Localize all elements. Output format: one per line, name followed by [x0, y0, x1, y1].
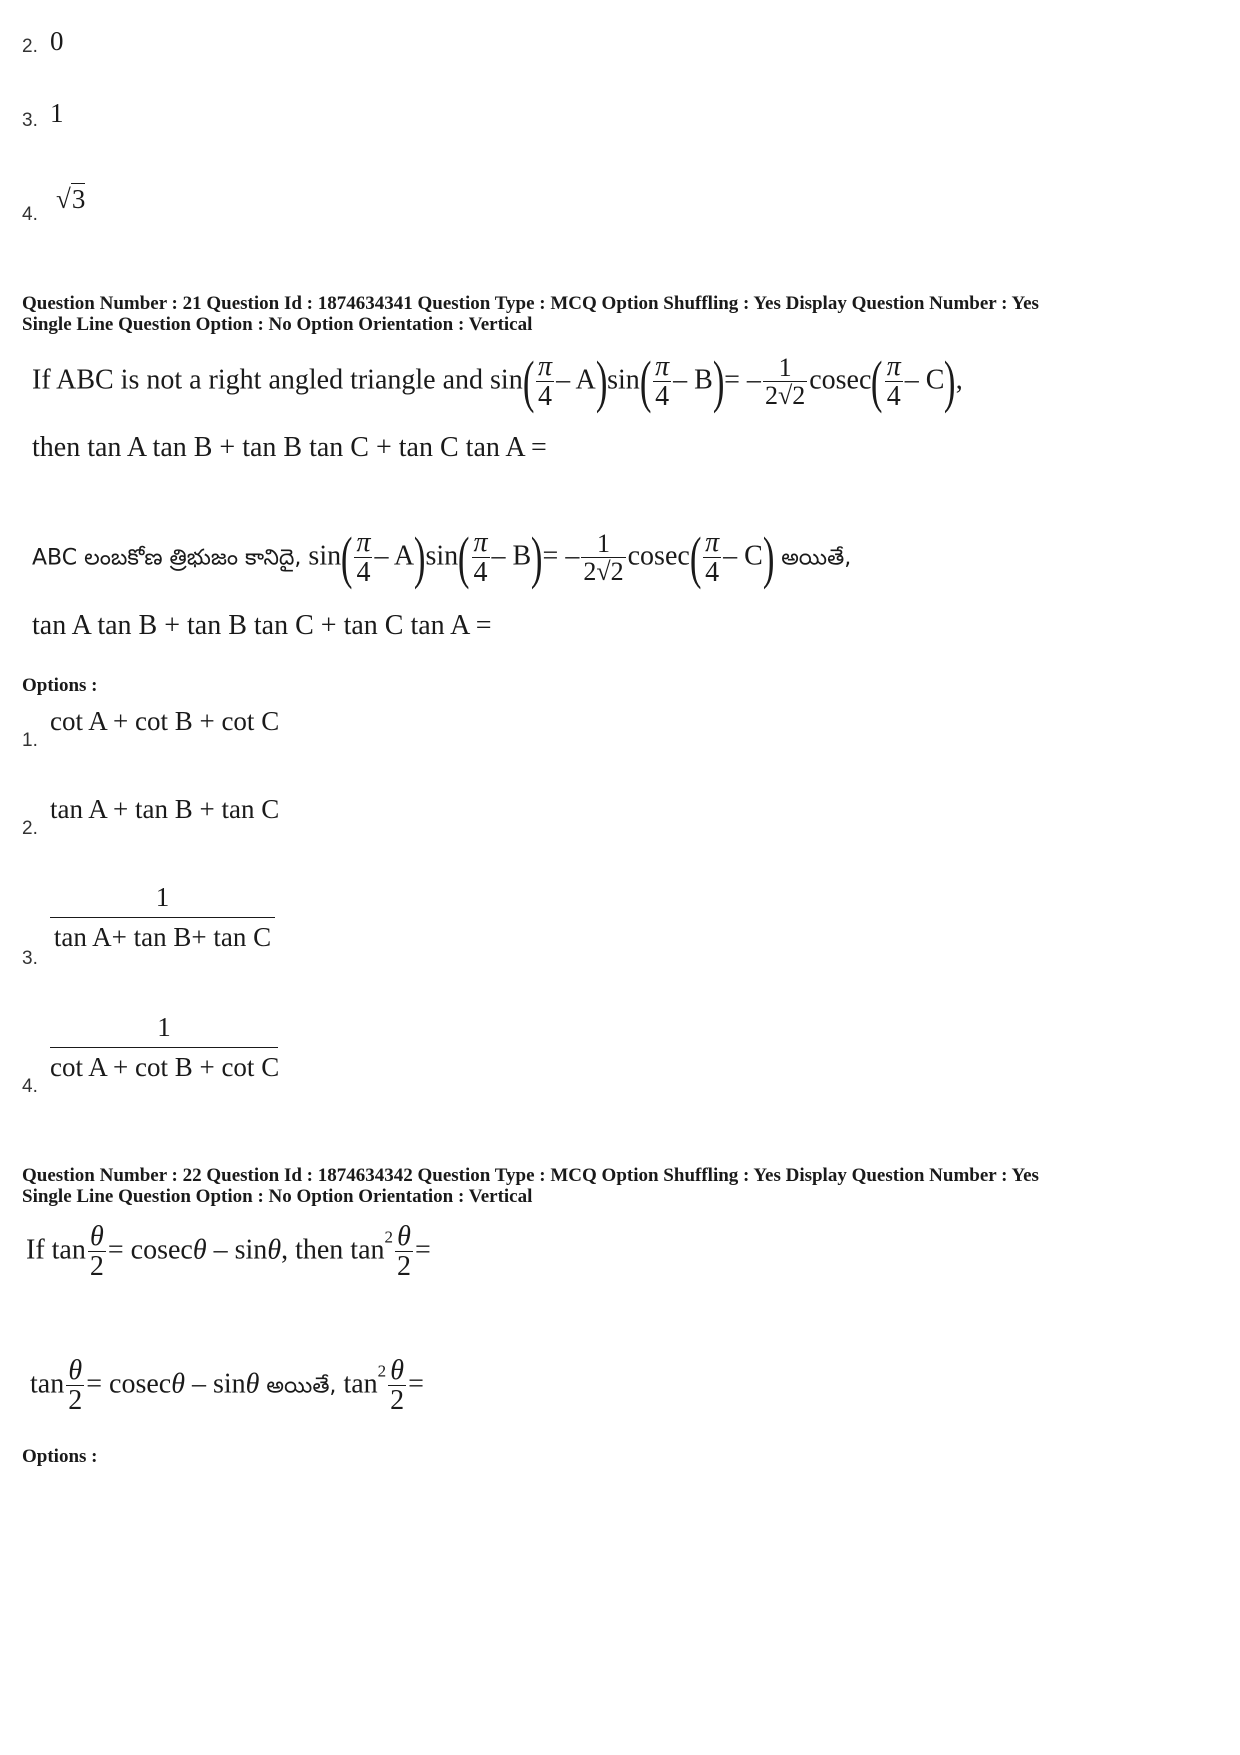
question-text-te: tan $\frac{\theta}{2}$ = cosecθ – sinθ అయితే, $\tan^2$ $\frac{\theta}{2}$ = — [30, 1355, 424, 1417]
question-header-22 — [22, 1165, 1039, 1207]
option-text[interactable]: cot A + cot B + cot C — [50, 706, 280, 736]
options-label: Options : — [22, 1446, 98, 1467]
options-label: Options : — [22, 675, 98, 696]
option-number: 4. — [22, 204, 38, 225]
option-fraction[interactable] — [50, 882, 275, 953]
option-number: 3. — [22, 948, 38, 969]
question-header-21 — [22, 293, 1039, 335]
question-meta-line-1: Question Number : 22 Question Id : 1874634342 Question Type : MCQ Option Shuffling : Yes Display Question Number : Yes — [22, 1165, 1039, 1186]
option-text: 0 — [50, 26, 64, 56]
question-meta-line-2: Single Line Question Option : No Option Orientation : Vertical — [22, 314, 533, 335]
question-text-te-suffix: అయితే, — [781, 545, 852, 571]
option-fraction[interactable] — [50, 1012, 278, 1083]
question-text-te: ABC లంబకోణ త్రిభుజం కానిదై, sin( $\frac{\pi}{4}$ – A)sin( $\frac{\pi}{4}$ – B)= – $\frac{1}{2√2}$ cosec( $\frac{\pi}{4}$ – C) అయితే, — [32, 524, 852, 590]
question-text-te-prefix: ABC లంబకోణ త్రిభుజం కానిదై, — [32, 545, 302, 571]
option-number: 4. — [22, 1076, 38, 1097]
question-text-en: If tan $\frac{\theta}{2}$ = cosecθ – sinθ, then $\tan^2$ $\frac{\theta}{2}$ = — [26, 1221, 431, 1283]
question-meta-line-2: Single Line Question Option : No Option Orientation : Vertical — [22, 1186, 533, 1207]
question-text-en: If ABC is not a right angled triangle and sin( $\frac{\pi}{4}$ – A)sin( $\frac{\pi}{4}$ – B)= – $\frac{1}{2√2}$ cosec( $\frac{\pi}{4}$ – C), — [32, 348, 963, 414]
option-number: 2. — [22, 818, 38, 839]
fraction-denominator: tan A+ tan B+ tan C — [50, 917, 275, 953]
option-sqrt3: √3 — [56, 184, 86, 214]
option-number: 3. — [22, 110, 38, 131]
question-text-te-suffix: అయితే, — [266, 1373, 337, 1399]
option-text[interactable]: tan A + tan B + tan C — [50, 794, 280, 824]
fraction-numerator: 1 — [155, 882, 170, 912]
fraction-denominator: cot A + cot B + cot C — [50, 1047, 278, 1083]
question-text-then: , then — [281, 1234, 344, 1266]
question-meta-line-1: Question Number : 21 Question Id : 1874634341 Question Type : MCQ Option Shuffling : Yes Display Question Number : Yes — [22, 293, 1039, 314]
option-number: 1. — [22, 730, 38, 751]
question-text-prefix: If ABC is not a right angled triangle and sin — [32, 364, 523, 396]
question-text-en-then: then tan A tan B + tan B tan C + tan C tan A = — [32, 432, 547, 463]
option-number: 2. — [22, 36, 38, 57]
fraction-numerator: 1 — [157, 1012, 171, 1042]
option-text: 3 — [71, 184, 86, 214]
question-text-te-expr: tan A tan B + tan B tan C + tan C tan A = — [32, 610, 492, 641]
option-text: 1 — [50, 98, 64, 128]
question-text-if: If — [26, 1234, 45, 1266]
